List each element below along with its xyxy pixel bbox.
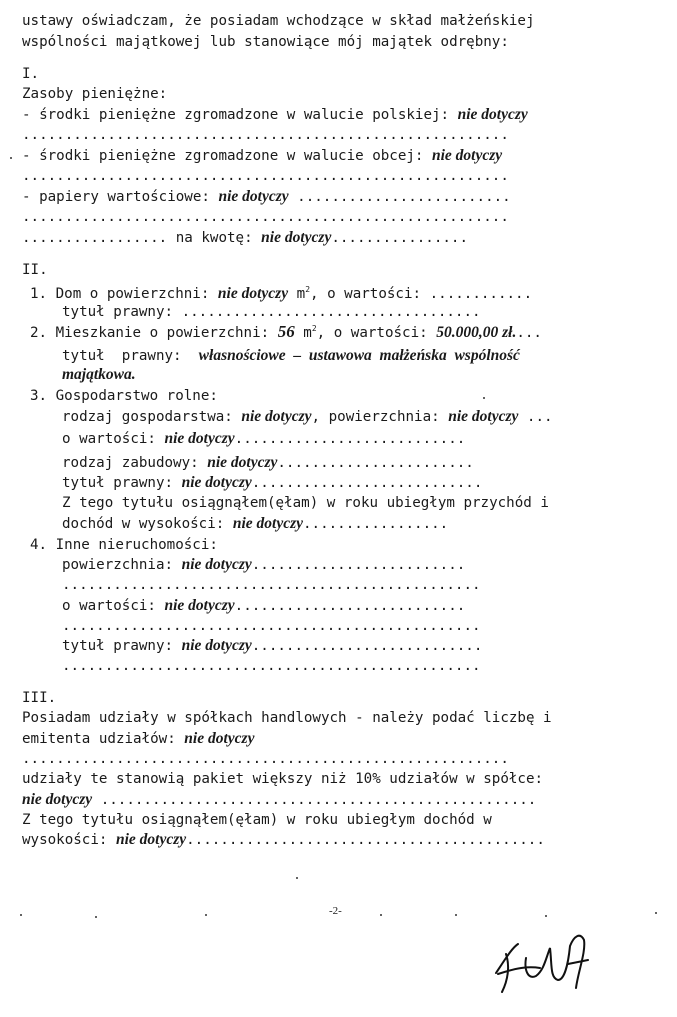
section-1-heading: I. xyxy=(22,66,40,82)
scan-speck xyxy=(455,914,457,916)
emitent-value: nie dotyczy xyxy=(184,730,255,747)
farm-area-label: , powierzchnia: xyxy=(311,409,449,425)
farm-income-label: dochód w wysokości: xyxy=(62,516,233,532)
flat-title-row-2 xyxy=(62,366,136,384)
section-1-title: Zasoby pieniężne: xyxy=(22,86,168,102)
dotted-line: ......................................................... xyxy=(22,209,509,225)
securities-row: - papiery wartościowe: nie dotyczy ......................... xyxy=(22,188,511,205)
other-title-row: tytuł prawny: nie dotyczy........................... xyxy=(62,637,483,654)
farm-title-value: nie dotyczy xyxy=(181,474,252,491)
securities-label: - papiery wartościowe: xyxy=(22,189,219,205)
dotted-line: ......................................................... xyxy=(22,751,509,767)
farm-type-label: rodzaj gospodarstwa: xyxy=(62,409,242,425)
flat-area-value: 56 xyxy=(277,322,295,341)
scan-speck xyxy=(380,914,382,916)
amount-value: nie dotyczy xyxy=(261,229,332,246)
shares-income-line-1: Z tego tytułu osiągnąłem(ęłam) w roku ubiegłym dochód w xyxy=(22,812,492,828)
farm-worth-label: o wartości: xyxy=(62,431,165,447)
securities-value: nie dotyczy xyxy=(218,188,289,205)
house-label: 1. Dom o powierzchni: xyxy=(30,286,218,302)
house-title-row: tytuł prawny: ................................... xyxy=(62,304,481,320)
house-area-value: nie dotyczy xyxy=(217,285,289,302)
section-2-heading: II. xyxy=(22,262,48,278)
farm-income-line-1: Z tego tytułu osiągnąłem(ęłam) w roku ubiegłym przychód i xyxy=(62,495,549,511)
flat-unit: m xyxy=(294,325,312,341)
house-unit: m xyxy=(288,286,306,302)
other-worth-row: o wartości: nie dotyczy........................... xyxy=(62,597,466,614)
dotted-line: ................................................. xyxy=(62,618,481,634)
other-area-label: powierzchnia: xyxy=(62,557,182,573)
flat-value-label: , o wartości: xyxy=(316,325,437,341)
foreign-cash-value: nie dotyczy xyxy=(432,147,503,164)
pln-cash-value: nie dotyczy xyxy=(457,106,528,123)
signature-image xyxy=(488,918,598,998)
foreign-cash-row xyxy=(22,147,502,165)
dotted-line: ......................................................... xyxy=(22,168,509,184)
pln-cash-label: - środki pieniężne zgromadzone w walucie polskiej: xyxy=(22,107,458,123)
farm-build-value: nie dotyczy xyxy=(207,454,278,471)
farm-heading: 3. Gospodarstwo rolne: xyxy=(30,388,218,404)
flat-unit-sup: 2 xyxy=(311,324,317,333)
emitent-row xyxy=(22,730,254,748)
dotted-line: ......................................................... xyxy=(22,127,509,143)
amount-label: na kwotę: xyxy=(175,230,262,246)
other-area-value: nie dotyczy xyxy=(181,556,252,573)
farm-type-value: nie dotyczy xyxy=(241,408,312,425)
dotted-line: ................................................. xyxy=(62,658,481,674)
scan-speck xyxy=(545,915,547,917)
other-title-label: tytuł prawny: xyxy=(62,638,182,654)
other-heading: 4. Inne nieruchomości: xyxy=(30,537,218,553)
shares-pct-row: nie dotyczy ................................................... xyxy=(22,791,537,808)
intro-line-2: wspólności majątkowej lub stanowiące mój majątek odrębny: xyxy=(22,34,509,50)
farm-area-value: nie dotyczy xyxy=(448,408,519,425)
flat-title-value-1: własnościowe – ustawowa małżeńska wspólność xyxy=(198,347,520,364)
flat-row: 2. Mieszkanie o powierzchni: 56 $m^2$, o wartości: 50.000,00 zł.... xyxy=(30,322,542,341)
farm-income-row: dochód w wysokości: nie dotyczy................. xyxy=(62,515,449,532)
other-worth-value: nie dotyczy xyxy=(164,597,235,614)
flat-title-row xyxy=(62,347,520,365)
scan-speck xyxy=(483,397,485,399)
flat-value: 50.000,00 zł. xyxy=(436,324,517,341)
section-3-heading: III. xyxy=(22,690,57,706)
farm-build-row: rodzaj zabudowy: nie dotyczy....................... xyxy=(62,454,474,471)
other-worth-label: o wartości: xyxy=(62,598,165,614)
farm-income-value: nie dotyczy xyxy=(232,515,304,532)
farm-title-label: tytuł prawny: xyxy=(62,475,182,491)
farm-worth-row: o wartości: nie dotyczy........................... xyxy=(62,430,466,447)
dotted-line: ................................................. xyxy=(62,577,481,593)
farm-title-row: tytuł prawny: nie dotyczy........................... xyxy=(62,474,483,491)
shares-pct-value: nie dotyczy xyxy=(22,791,93,808)
flat-title-value-2: majątkowa. xyxy=(62,366,136,383)
house-title-label: tytuł prawny: xyxy=(62,304,182,320)
intro-line-1: ustawy oświadczam, że posiadam wchodzące w skład małżeńskiej xyxy=(22,13,535,29)
emitent-label: emitenta udziałów: xyxy=(22,731,185,747)
pln-cash-row xyxy=(22,106,528,124)
flat-title-label: tytuł prawny: xyxy=(62,348,199,364)
other-area-row: powierzchnia: nie dotyczy......................... xyxy=(62,556,466,573)
farm-worth-value: nie dotyczy xyxy=(164,430,235,447)
scan-speck xyxy=(95,916,97,918)
scan-speck xyxy=(205,914,207,916)
shares-pct-line: udziały te stanowią pakiet większy niż 10% udziałów w spółce: xyxy=(22,771,544,787)
scan-speck xyxy=(296,877,298,879)
other-title-value: nie dotyczy xyxy=(181,637,252,654)
shares-line-1: Posiadam udziały w spółkach handlowych - należy podać liczbę i xyxy=(22,710,552,726)
scan-speck xyxy=(20,914,22,916)
shares-income-row: wysokości: nie dotyczy.......................................... xyxy=(22,831,545,848)
house-row: 1. Dom o powierzchni: nie dotyczy $m^2$, o wartości: ............ xyxy=(30,285,533,302)
flat-label: 2. Mieszkanie o powierzchni: xyxy=(30,325,278,341)
scan-speck xyxy=(10,157,12,159)
page-number: -2- xyxy=(329,905,342,917)
scan-speck xyxy=(655,912,657,914)
foreign-cash-label: - środki pieniężne zgromadzone w walucie obcej: xyxy=(22,148,432,164)
shares-income-label: wysokości: xyxy=(22,832,116,848)
farm-build-label: rodzaj zabudowy: xyxy=(62,455,208,471)
house-unit-sup: 2 xyxy=(305,285,311,294)
farm-type-row: rodzaj gospodarstwa: nie dotyczy, powierzchnia: nie dotyczy ... xyxy=(62,408,553,425)
amount-row: ................. na kwotę: nie dotyczy................ xyxy=(22,229,469,246)
house-value-label: , o wartości: xyxy=(310,286,430,302)
shares-income-value: nie dotyczy xyxy=(115,831,187,848)
